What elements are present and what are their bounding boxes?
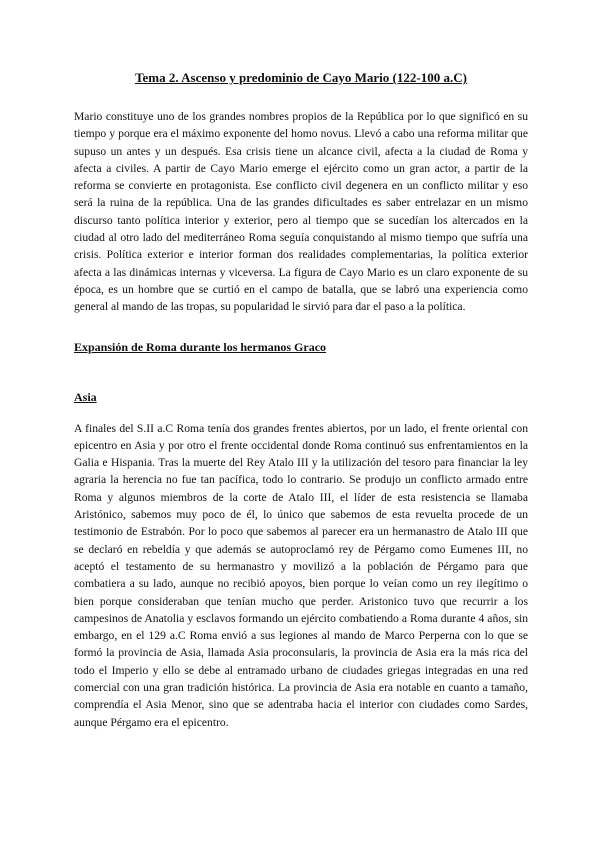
subsection-heading: Asia [74, 389, 97, 404]
section-heading: Expansión de Roma durante los hermanos Graco [74, 339, 327, 354]
document-page [74, 70, 528, 731]
intro-paragraph: Mario constituye uno de los grandes nombres propios de la República por lo que significó en su tiempo y porque era el máximo exponente del homo novus. Llevó a cabo una reforma militar que supuso un antes y un después. Esa crisis tiene un alcance civil, afecta a la ciudad de Roma y afecta a civiles. A partir de Cayo Mario emerge el ejército como un gran actor, a partir de la reforma se convierte en protagonista. Ese conflicto civil degenera en un conflicto militar y eso será la ruina de la república. Una de las grandes dificultades es saber entrelazar en un mismo discurso tanto política interior y exterior, pero al tiempo que se sucedían los altercados en la ciudad al otro lado del mediterráneo Roma seguía conquistando al mismo tiempo que sufría una crisis. Política exterior e interior forman dos realidades complementarias, la política exterior afecta a las dinámicas internas y viceversa. La figura de Cayo Mario es un claro exponente de su época, es un hombre que se curtió en el campo de batalla, que se labró una experiencia como general al mando de las tropas, su popularidad le sirvió para dar el paso a la política. [74, 110, 528, 314]
page-title: Tema 2. Ascenso y predominio de Cayo Mario (122-100 a.C) [135, 70, 467, 85]
asia-paragraph: A finales del S.II a.C Roma tenía dos grandes frentes abiertos, por un lado, el frente oriental con epicentro en Asia y por otro el frente occidental donde Roma continuó sus enfrentamientos en la Galia e Hispania. Tras la muerte del Rey Atalo III y la utilización del tesoro para financiar la ley agraria la herencia no fue tan pacífica, todo lo contrario. Se produjo un conflicto armado entre Roma y algunos miembros de la corte de Atalo III, el líder de esta resistencia se llamaba Aristónico, sabemos muy poco de él, lo único que sabemos de esta revuelta procede de un testimonio de Estrabón. Por lo poco que sabemos al parecer era un hermanastro de Atalo III que se declaró en rebeldía y que además se autoproclamó rey de Pérgamo como Eumenes III, no aceptó el testamento de su hermanastro y movilizó a la población de Pérgamo para que combatiera a su lado, aunque no recibió apoyos, bien porque lo veían como un rey ilegítimo o bien porque consideraban que tenían mucho que perder. Aristonico tuvo que recurrir a los campesinos de Anatolia y esclavos formando un ejército combatiendo a Roma durante 4 años, sin embargo, en el 129 a.C Roma envió a sus legiones al mando de Marco Perperna con lo que se formó la provincia de Asia, llamada Asia proconsularis, la provincia de Asia era la más rica del todo el Imperio y ello se debe al entramado urbano de ciudades griegas integradas en una red comercial con una gran tradición histórica. La provincia de Asia era notable en cuanto a tamaño, comprendía el Asia Menor, sino que se adentraba hacia el interior con ciudades como Sardes, aunque Pérgamo era el epicentro. [74, 421, 528, 729]
